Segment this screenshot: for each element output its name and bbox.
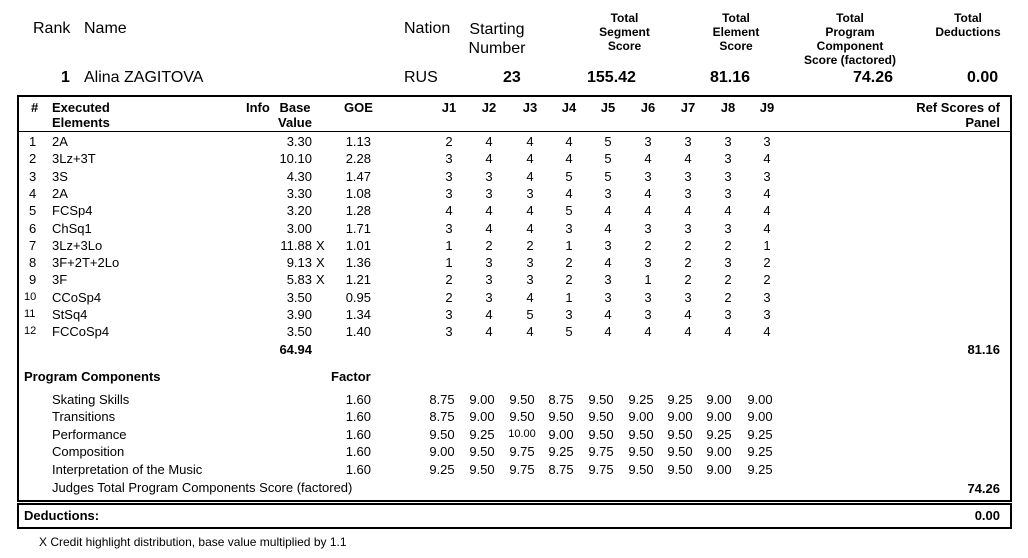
element-number: 7 [29, 237, 37, 253]
judge-score: 3 [445, 220, 453, 236]
component-judge-score: 9.00 [628, 409, 654, 424]
starting-number-label [458, 20, 536, 58]
judge-score: 1 [644, 272, 652, 288]
judge-score: 1 [565, 289, 573, 305]
judge-score: 3 [565, 307, 573, 322]
judge-score: 2 [526, 237, 534, 253]
nation-label: Nation [404, 20, 451, 37]
judge-score: 4 [526, 134, 534, 149]
element-number: 10 [24, 290, 37, 303]
element-info: X [316, 272, 325, 288]
deductions-label: Deductions: [24, 508, 100, 523]
component-name: Interpretation of the Music [52, 461, 203, 477]
header-divider [19, 131, 1010, 132]
judge-score: 1 [445, 237, 453, 253]
component-judge-score: 9.50 [429, 426, 455, 442]
element-base-value: 5.83 [286, 272, 312, 288]
judge-score: 4 [604, 220, 612, 236]
component-name: Performance [52, 426, 127, 442]
element-goe: 1.01 [345, 237, 371, 253]
element-goe: 1.47 [345, 168, 371, 184]
judge-score: 4 [485, 324, 493, 340]
total-element-score: 81.16 [710, 69, 751, 86]
program-components-title: Program Components [24, 369, 161, 384]
judge-score: 4 [604, 324, 612, 340]
footnote: X Credit highlight distribution, base value multiplied by 1.1 [39, 535, 347, 549]
component-judge-score: 9.25 [469, 426, 495, 442]
judge-score: 3 [724, 134, 732, 149]
judge-score: 2 [724, 289, 732, 305]
element-goe: 0.95 [345, 289, 371, 305]
component-judge-score: 10.00 [508, 427, 536, 440]
component-judge-score: 9.25 [747, 444, 773, 459]
judge-score: 3 [565, 220, 573, 236]
component-factor: 1.60 [345, 409, 371, 424]
skater-nation: RUS [404, 69, 438, 86]
judge-score: 3 [684, 220, 692, 236]
element-name: FCCoSp4 [52, 324, 110, 340]
judge-score: 4 [485, 203, 493, 219]
judge-score: 4 [445, 203, 453, 219]
component-factor: 1.60 [345, 461, 371, 477]
judge-score: 3 [445, 307, 453, 322]
component-judge-score: 9.50 [509, 391, 535, 407]
judge-header-7: J7 [680, 100, 696, 115]
judge-score: 4 [604, 203, 612, 219]
component-judge-score: 9.50 [628, 461, 654, 477]
judge-score: 4 [526, 289, 534, 305]
judge-header-8: J8 [720, 100, 736, 115]
col-num-header: # [31, 100, 39, 115]
judge-score: 3 [604, 185, 612, 201]
judge-score: 4 [763, 220, 771, 236]
judge-score: 5 [604, 168, 612, 184]
judge-score: 4 [565, 134, 573, 149]
judge-score: 2 [724, 272, 732, 288]
element-base-value: 11.88 [280, 237, 312, 253]
component-judge-score: 9.00 [667, 409, 693, 424]
component-judge-score: 9.00 [706, 391, 732, 407]
component-judge-score: 9.00 [706, 461, 732, 477]
judge-score: 3 [724, 168, 732, 184]
component-judge-score: 9.00 [747, 409, 773, 424]
element-name: 3Lz+3Lo [52, 237, 103, 253]
judge-score: 2 [644, 237, 652, 253]
element-base-value: 3.50 [286, 289, 312, 305]
element-base-value: 10.10 [279, 151, 312, 167]
element-base-value: 9.13 [286, 255, 312, 271]
judge-score: 4 [684, 307, 692, 322]
judge-score: 3 [485, 168, 493, 184]
judge-score: 3 [684, 289, 692, 305]
component-judge-score: 9.25 [548, 444, 574, 459]
judge-score: 3 [724, 220, 732, 236]
judge-score: 3 [684, 134, 692, 149]
element-base-value: 3.20 [286, 203, 312, 219]
component-judge-score: 9.50 [548, 409, 574, 424]
element-number: 11 [24, 308, 36, 320]
deductions-value: 0.00 [974, 508, 1000, 523]
element-base-value: 3.30 [286, 185, 312, 201]
component-judge-score: 9.00 [706, 409, 732, 424]
judge-score: 4 [485, 307, 493, 322]
judge-score: 2 [445, 272, 453, 288]
judge-score: 4 [724, 203, 732, 219]
judge-score: 4 [485, 134, 493, 149]
elements-total-score: 81.16 [967, 342, 1000, 357]
component-judge-score: 8.75 [429, 391, 455, 407]
deductions-panel [17, 503, 1012, 529]
judge-score: 3 [644, 220, 652, 236]
element-number: 4 [29, 185, 37, 201]
judge-score: 4 [724, 324, 732, 340]
col-goe-header: GOE [344, 100, 373, 115]
judge-header-5: J5 [600, 100, 616, 115]
element-name: 2A [52, 134, 68, 149]
judge-score: 3 [724, 185, 732, 201]
element-goe: 1.08 [345, 185, 371, 201]
component-judge-score: 9.50 [667, 426, 693, 442]
tes-label [686, 11, 786, 53]
component-judge-score: 9.50 [628, 426, 654, 442]
skater-starting-number: 23 [503, 69, 521, 86]
element-base-value: 3.50 [286, 324, 312, 340]
judge-score: 3 [445, 185, 453, 201]
element-goe: 1.36 [345, 255, 371, 271]
element-goe: 1.34 [345, 307, 371, 322]
judge-score: 3 [526, 185, 534, 201]
element-base-value: 4.30 [286, 168, 312, 184]
judge-score: 1 [445, 255, 453, 271]
tss-label-line1: Total [610, 11, 639, 25]
col-executed-header [52, 100, 110, 130]
element-base-value: 3.90 [286, 307, 312, 322]
judge-score: 4 [644, 151, 652, 167]
judge-score: 5 [604, 151, 612, 167]
judge-score: 2 [763, 272, 771, 288]
judge-score: 4 [684, 151, 692, 167]
judge-score: 3 [526, 255, 534, 271]
component-judge-score: 9.50 [509, 409, 535, 424]
judge-score: 3 [485, 185, 493, 201]
component-factor: 1.60 [345, 426, 371, 442]
judge-header-6: J6 [640, 100, 656, 115]
component-factor: 1.60 [345, 444, 371, 459]
judge-score: 2 [445, 134, 453, 149]
judge-score: 5 [604, 134, 612, 149]
element-number: 12 [24, 325, 37, 338]
judge-score: 4 [763, 185, 771, 201]
component-judge-score: 9.75 [509, 461, 535, 477]
ref-label-line2: Panel [965, 115, 1000, 130]
judge-score: 3 [724, 307, 732, 322]
element-goe: 2.28 [345, 151, 371, 167]
element-number: 2 [29, 151, 37, 167]
element-name: FCSp4 [52, 203, 93, 219]
component-judge-score: 9.00 [469, 391, 495, 407]
judge-score: 3 [604, 289, 612, 305]
judge-score: 4 [526, 324, 534, 340]
element-name: 3F+2T+2Lo [52, 255, 120, 271]
judge-header-4: J4 [561, 100, 577, 115]
judge-score: 3 [526, 272, 534, 288]
judge-score: 3 [604, 237, 612, 253]
judge-score: 2 [445, 289, 453, 305]
judge-score: 4 [485, 151, 493, 167]
pcs-label-line2: Program [825, 25, 875, 39]
judge-score: 4 [526, 220, 534, 236]
element-name: CCoSp4 [52, 289, 102, 305]
element-name: 3S [52, 168, 68, 184]
judge-score: 2 [724, 237, 732, 253]
pcs-label [800, 11, 900, 67]
component-judge-score: 9.50 [588, 409, 614, 424]
element-name: 2A [52, 185, 68, 201]
element-name: 3Lz+3T [52, 151, 96, 167]
component-judge-score: 9.25 [429, 461, 455, 477]
judge-score: 3 [644, 255, 652, 271]
judge-header-2: J2 [481, 100, 497, 115]
judge-score: 2 [684, 255, 692, 271]
starting-label-line1: Starting [469, 21, 525, 38]
component-name: Transitions [52, 409, 116, 424]
judge-score: 4 [644, 324, 652, 340]
judge-score: 3 [724, 255, 732, 271]
component-judge-score: 9.75 [509, 444, 535, 459]
component-judge-score: 9.50 [469, 461, 495, 477]
tss-label [572, 11, 677, 53]
judge-header-1: J1 [441, 100, 457, 115]
component-judge-score: 9.50 [588, 426, 614, 442]
element-goe: 1.40 [345, 324, 371, 340]
col-base-header [274, 100, 316, 130]
judge-score: 4 [526, 151, 534, 167]
component-judge-score: 9.00 [706, 444, 732, 459]
judge-score: 4 [485, 220, 493, 236]
element-number: 5 [29, 203, 37, 219]
element-number: 6 [29, 220, 37, 236]
component-name: Skating Skills [52, 391, 130, 407]
judge-score: 1 [763, 237, 771, 253]
judge-score: 3 [485, 272, 493, 288]
component-judge-score: 9.25 [747, 461, 773, 477]
pcs-label-line3: Component [816, 39, 884, 53]
judge-score: 3 [644, 289, 652, 305]
element-number: 9 [29, 272, 37, 288]
judge-score: 5 [526, 307, 534, 322]
ref-label-line1: Ref Scores of [916, 100, 1000, 115]
judge-score: 5 [565, 203, 573, 219]
judge-score: 4 [526, 203, 534, 219]
judge-score: 4 [604, 307, 612, 322]
judge-score: 2 [565, 255, 573, 271]
element-number: 8 [29, 255, 37, 271]
judge-score: 3 [644, 168, 652, 184]
judge-score: 4 [644, 203, 652, 219]
tes-label-line1: Total [722, 11, 750, 25]
starting-label-line2: Number [468, 40, 526, 57]
executed-label-line1: Executed [52, 100, 110, 115]
component-judge-score: 9.25 [747, 426, 773, 442]
component-judge-score: 9.50 [628, 444, 654, 459]
component-judge-score: 9.00 [429, 444, 455, 459]
col-ref-header [916, 100, 1000, 130]
component-judge-score: 9.25 [706, 426, 732, 442]
pcs-label-line4: Score (factored) [803, 53, 897, 67]
component-judge-score: 8.75 [548, 391, 574, 407]
component-judge-score: 9.00 [548, 426, 574, 442]
base-label-line2: Value [278, 115, 312, 130]
tes-label-line3: Score [719, 39, 753, 53]
component-factor: 1.60 [345, 391, 371, 407]
component-judge-score: 9.00 [469, 409, 495, 424]
judge-header-9: J9 [759, 100, 775, 115]
judge-score: 2 [684, 272, 692, 288]
judge-score: 3 [485, 255, 493, 271]
element-info: X [316, 237, 325, 253]
element-goe: 1.28 [345, 203, 371, 219]
pcs-label-line1: Total [836, 11, 864, 25]
judge-score: 3 [684, 185, 692, 201]
judge-score: 2 [485, 237, 493, 253]
name-label: Name [84, 20, 127, 37]
component-judge-score: 9.50 [588, 391, 614, 407]
elements-total-base: 64.94 [279, 342, 312, 357]
tss-label-line2: Segment [599, 25, 650, 39]
judge-score: 3 [445, 168, 453, 184]
element-name: 3F [52, 272, 68, 288]
element-name: StSq4 [52, 307, 88, 322]
component-judge-score: 9.50 [667, 461, 693, 477]
skater-name: Alina ZAGITOVA [84, 69, 204, 86]
judge-score: 4 [526, 168, 534, 184]
judge-score: 3 [684, 168, 692, 184]
judge-score: 4 [763, 203, 771, 219]
skater-rank: 1 [61, 69, 70, 86]
judge-score: 3 [445, 324, 453, 340]
judge-score: 3 [724, 151, 732, 167]
judge-score: 4 [565, 185, 573, 201]
judge-score: 2 [565, 272, 573, 288]
component-judge-score: 9.00 [747, 391, 773, 407]
executed-label-line2: Elements [52, 115, 110, 130]
element-goe: 1.71 [345, 220, 371, 236]
col-info-header: Info [246, 100, 270, 115]
component-name: Composition [52, 444, 125, 459]
ded-label-line2: Deductions [935, 25, 1001, 39]
total-segment-score: 155.42 [587, 69, 636, 86]
judge-score: 4 [565, 151, 573, 167]
component-judge-score: 8.75 [548, 461, 574, 477]
judge-score: 3 [485, 289, 493, 305]
component-judge-score: 9.25 [667, 391, 693, 407]
component-judge-score: 9.75 [588, 444, 614, 459]
judge-score: 4 [684, 324, 692, 340]
judge-score: 3 [604, 272, 612, 288]
element-base-value: 3.00 [286, 220, 312, 236]
element-info: X [316, 255, 325, 271]
component-judge-score: 9.25 [628, 391, 654, 407]
rank-label: Rank [33, 20, 71, 37]
pcs-total-value: 74.26 [967, 481, 1000, 496]
component-judge-score: 9.75 [588, 461, 614, 477]
judge-score: 1 [565, 237, 573, 253]
judge-score: 3 [644, 134, 652, 149]
judge-score: 4 [684, 203, 692, 219]
total-deductions: 0.00 [967, 69, 999, 86]
pcs-total-label: Judges Total Program Components Score (factored) [52, 480, 353, 495]
total-pcs-score: 74.26 [853, 69, 894, 86]
tes-label-line2: Element [712, 25, 760, 39]
judge-score: 3 [763, 289, 771, 305]
judge-score: 4 [763, 151, 771, 167]
element-name: ChSq1 [52, 220, 92, 236]
judge-score: 3 [445, 151, 453, 167]
judge-score: 4 [763, 324, 771, 340]
component-judge-score: 8.75 [429, 409, 455, 424]
component-judge-score: 9.50 [667, 444, 693, 459]
judge-score: 3 [763, 134, 771, 149]
judge-score: 4 [644, 185, 652, 201]
ded-label-line1: Total [954, 11, 982, 25]
judge-score: 5 [565, 168, 573, 184]
judge-score: 3 [644, 307, 652, 322]
judge-score: 5 [565, 324, 573, 340]
judge-score: 3 [763, 168, 771, 184]
element-number: 3 [29, 168, 37, 184]
base-label-line1: Base [279, 100, 311, 115]
deductions-header-label [928, 11, 1008, 39]
element-base-value: 3.30 [286, 134, 312, 149]
judge-score: 3 [763, 307, 771, 322]
component-judge-score: 9.50 [469, 444, 495, 459]
judge-score: 2 [684, 237, 692, 253]
element-goe: 1.13 [345, 134, 371, 149]
element-number: 1 [29, 134, 37, 149]
factor-header: Factor [331, 369, 371, 384]
judge-score: 2 [763, 255, 771, 271]
judge-header-3: J3 [522, 100, 538, 115]
element-goe: 1.21 [345, 272, 371, 288]
judge-score: 4 [604, 255, 612, 271]
tss-label-line3: Score [607, 39, 642, 53]
